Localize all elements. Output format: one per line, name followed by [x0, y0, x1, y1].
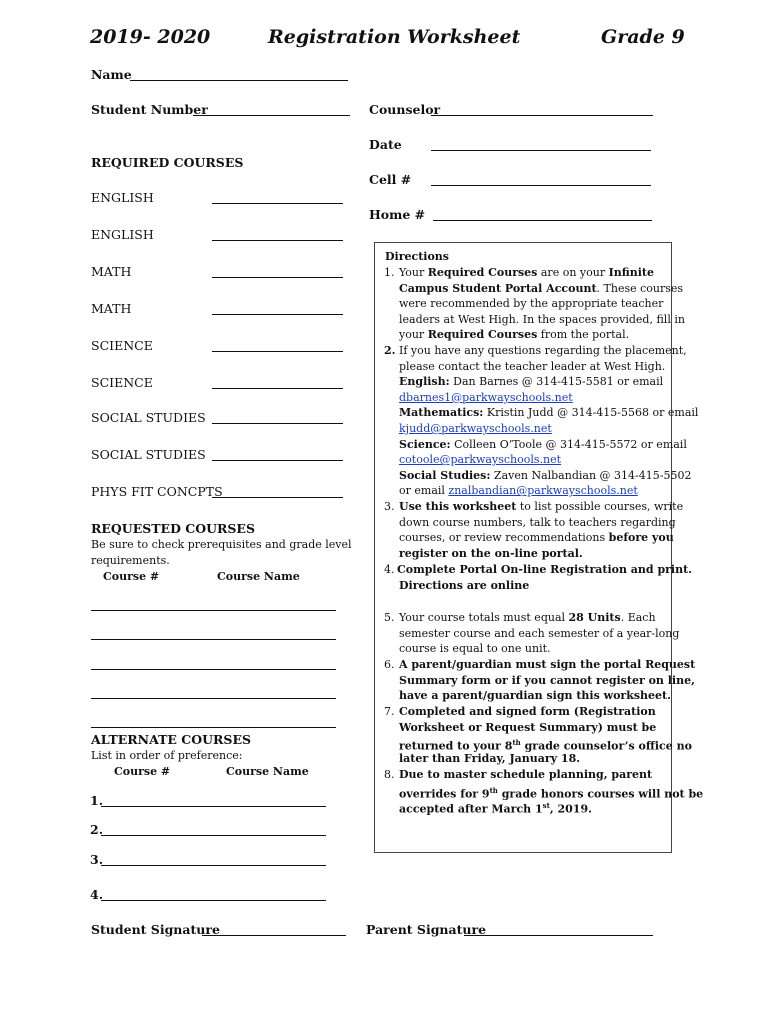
home-label: Home #: [369, 207, 426, 222]
required-course-label: ENGLISH: [91, 190, 154, 205]
requested-course-field[interactable]: [91, 698, 336, 699]
alternate-course-field[interactable]: [101, 806, 326, 807]
science-email-link[interactable]: cotoole@parkwayschools.net: [399, 453, 561, 467]
required-course-label: PHYS FIT CONCPTS: [91, 484, 223, 499]
student-number-field[interactable]: [193, 115, 350, 116]
required-course-label: ENGLISH: [91, 227, 154, 242]
requested-course-field[interactable]: [91, 639, 336, 640]
parent-signature-label: Parent Signature: [366, 922, 487, 937]
required-course-field[interactable]: [212, 460, 343, 461]
social-studies-email-link[interactable]: znalbandian@parkwayschools.net: [448, 484, 638, 498]
required-course-field[interactable]: [212, 497, 343, 498]
school-year: 2019- 2020: [90, 26, 211, 48]
required-course-field[interactable]: [212, 351, 343, 352]
cell-field[interactable]: [431, 185, 651, 186]
english-email-link[interactable]: dbarnes1@parkwayschools.net: [399, 390, 573, 404]
requested-courses-title: REQUESTED COURSES: [91, 521, 255, 536]
grade-label: Grade 9: [601, 26, 685, 48]
required-course-label: SOCIAL STUDIES: [91, 410, 206, 425]
alternate-courses-title: ALTERNATE COURSES: [91, 732, 252, 747]
required-course-label: SCIENCE: [91, 338, 153, 353]
date-field[interactable]: [431, 150, 651, 151]
requested-col-course-name: Course Name: [217, 570, 300, 583]
required-course-field[interactable]: [212, 277, 343, 278]
required-course-field[interactable]: [212, 203, 343, 204]
alternate-col-course-num: Course #: [114, 765, 171, 778]
requested-course-field[interactable]: [91, 669, 336, 670]
requested-course-field[interactable]: [91, 610, 336, 611]
required-courses-title: REQUIRED COURSES: [91, 155, 244, 170]
required-course-label: SOCIAL STUDIES: [91, 447, 206, 462]
alternate-item-number: 3.: [90, 852, 104, 867]
requested-col-course-num: Course #: [103, 570, 160, 583]
requested-note: requirements.: [91, 554, 170, 567]
counselor-label: Counselor: [369, 102, 441, 117]
counselor-field[interactable]: [431, 115, 653, 116]
cell-label: Cell #: [369, 172, 412, 187]
required-course-field[interactable]: [212, 388, 343, 389]
directions-box: Directions 1. Your Required Courses are on your Infinite Campus Student Portal Account. These courses were recommended by the appropriate teacher leaders at West High. In the spaces provided, fill in your Required Courses from the portal. 2. If you have any questions regarding the placement, please contact the teacher leader at West High. English: Dan Barnes @ 314-415-5581 or email dbarnes1@parkwayschools.net Mathematics: Kristin Judd @ 314-415-5568 or email kjudd@parkwayschools.net Science: Colleen O’Toole @ 314-415-5572 or email cotoole@parkwayschools.net Social Studies: Zaven Nalbandian @ 314-415-5502 or email znalbandian@parkwayschools.net 3. Use this worksheet to list possible courses, write down course numbers, talk to teachers regarding courses, or review recommendations before you register on the on-line portal. 4. Complete Portal On-line Registration and print. Directions are online 5. Your course totals must equal 28 Units. Each semester course and each semester of a year-long course is equal to one unit. 6. A parent/guardian must sign the portal Request Summary form or if you cannot register on line, have a parent/guardian sign this worksheet. 7. Completed and signed form (Registration Worksheet or Request Summary) must be returned to your 8th grade counselor’s office no later than Friday, January 18. 8. Due to master schedule planning, parent overrides for 9th grade honors courses will not be accepted after March 1st, 2019.: [374, 242, 672, 853]
alternate-item-number: 1.: [90, 793, 104, 808]
required-course-field[interactable]: [212, 240, 343, 241]
required-course-field[interactable]: [212, 423, 343, 424]
required-course-label: MATH: [91, 301, 132, 316]
student-signature-label: Student Signature: [91, 922, 220, 937]
alternate-course-field[interactable]: [101, 835, 326, 836]
student-signature-field[interactable]: [202, 935, 346, 936]
alternate-item-number: 4.: [90, 887, 104, 902]
alternate-course-field[interactable]: [101, 900, 326, 901]
directions-title: Directions: [385, 250, 449, 263]
required-course-label: MATH: [91, 264, 132, 279]
requested-note: Be sure to check prerequisites and grade level: [91, 538, 352, 551]
parent-signature-field[interactable]: [464, 935, 653, 936]
name-field[interactable]: [130, 80, 348, 81]
alternate-note: List in order of preference:: [91, 749, 243, 762]
math-email-link[interactable]: kjudd@parkwayschools.net: [399, 422, 552, 435]
alternate-col-course-name: Course Name: [226, 765, 309, 778]
alternate-course-field[interactable]: [101, 865, 326, 866]
student-number-label: Student Number: [91, 102, 208, 117]
page-title: Registration Worksheet: [268, 26, 521, 48]
requested-course-field[interactable]: [91, 727, 336, 728]
date-label: Date: [369, 137, 402, 152]
home-field[interactable]: [433, 220, 652, 221]
name-label: Name: [91, 67, 132, 82]
required-course-field[interactable]: [212, 314, 343, 315]
alternate-item-number: 2.: [90, 822, 104, 837]
required-course-label: SCIENCE: [91, 375, 153, 390]
